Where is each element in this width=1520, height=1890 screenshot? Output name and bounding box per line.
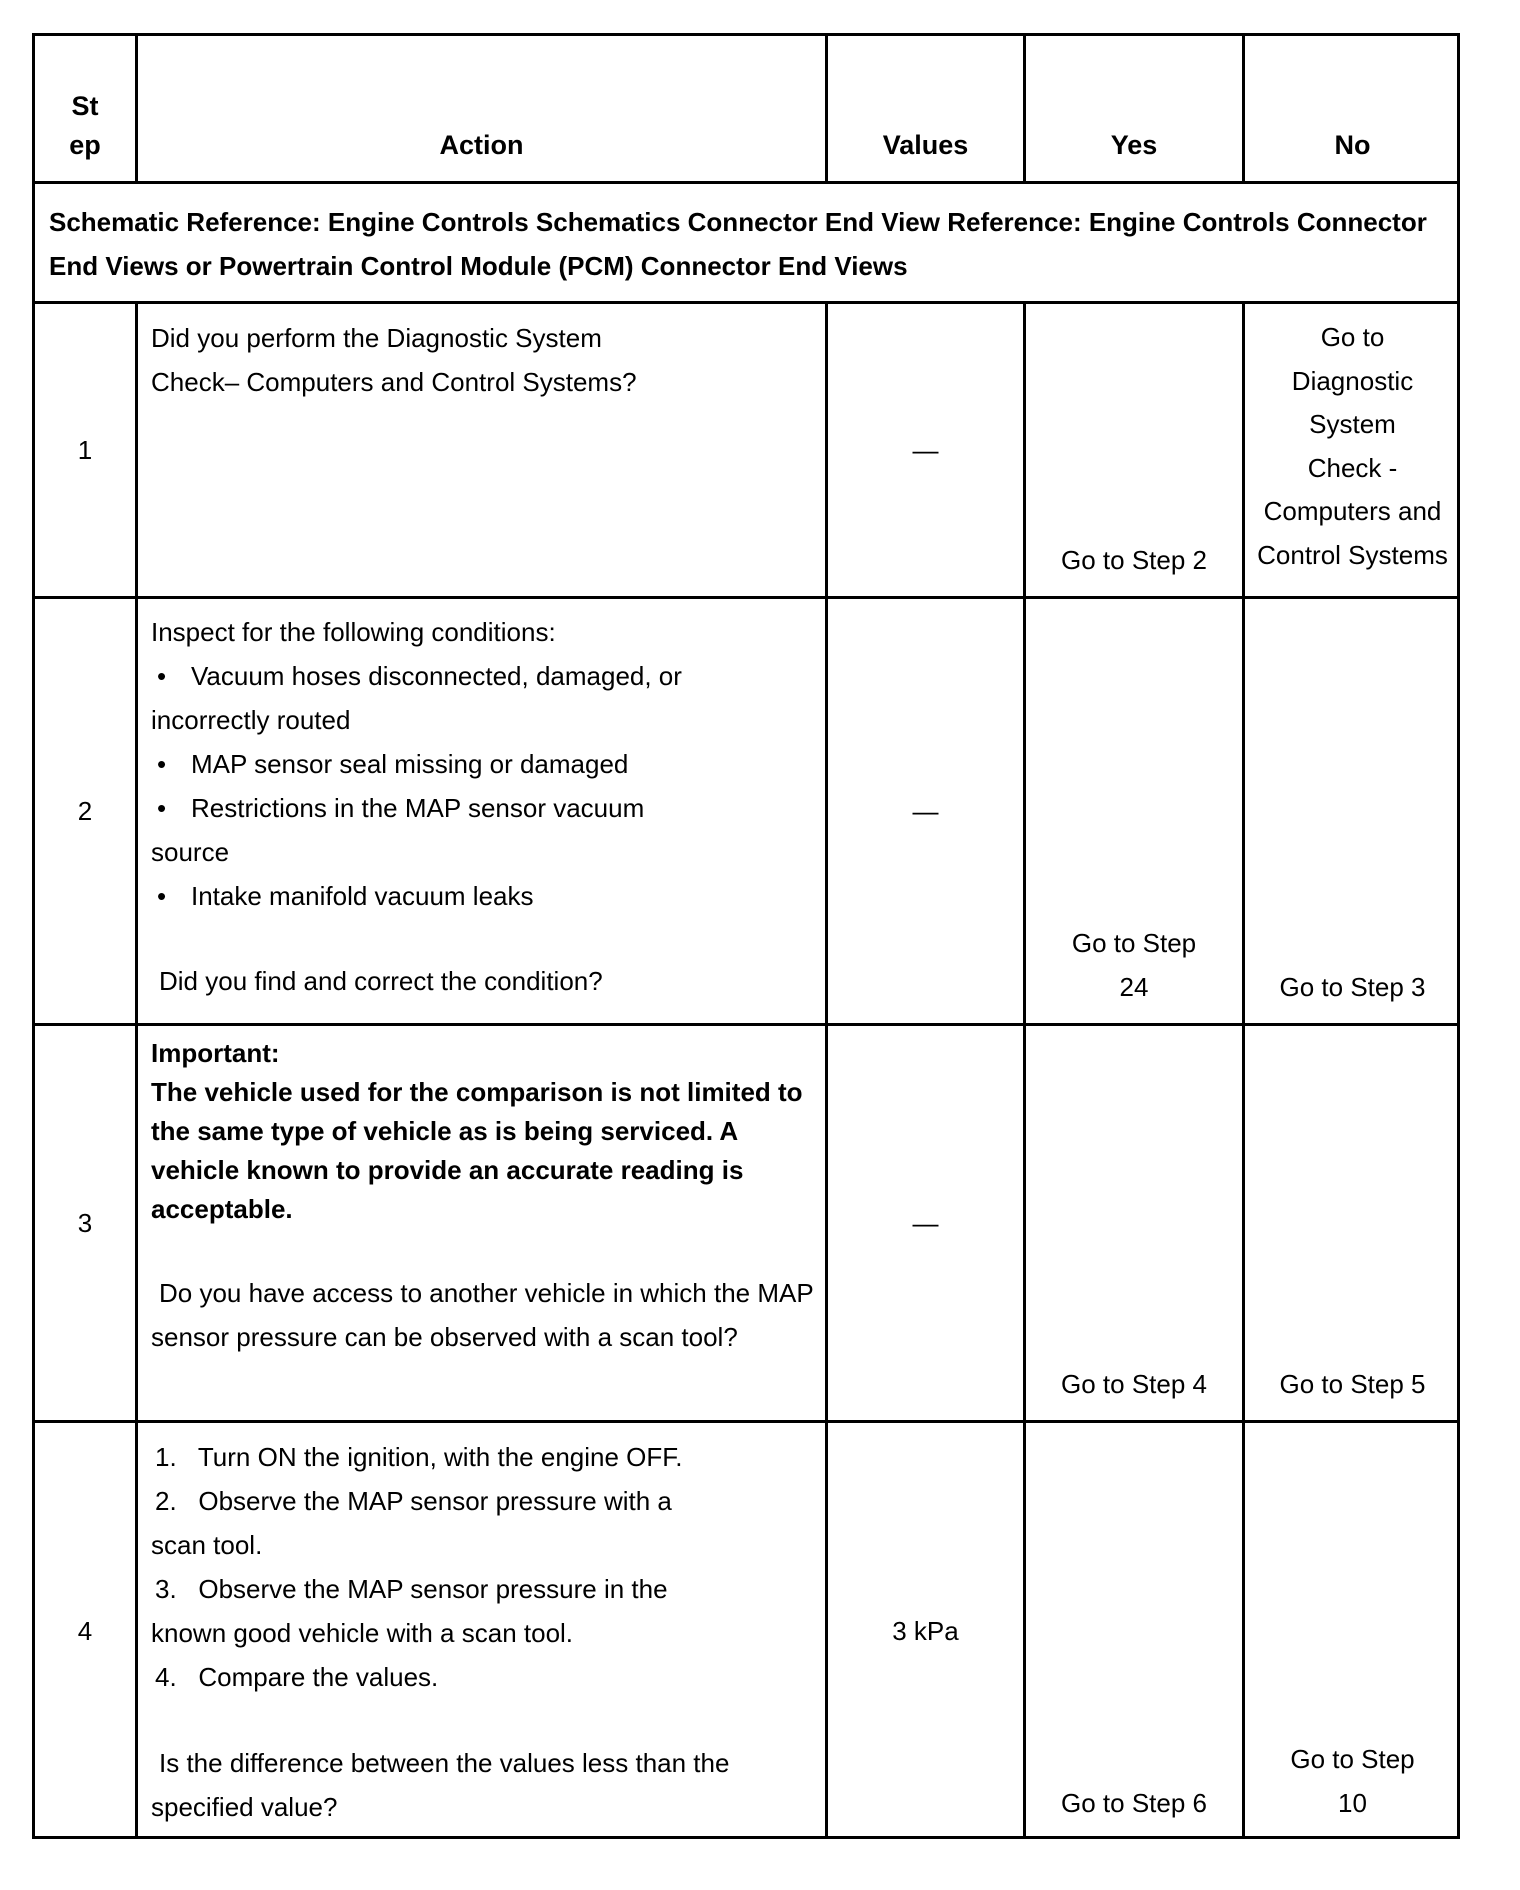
numbered-item: 1. Turn ON the ignition, with the engine OFF. [155,1442,683,1472]
step-number: 3 [77,1207,93,1238]
action-text [151,1435,816,1829]
action-question: Did you find and correct the condition? [159,966,603,996]
diagnostic-table [32,33,1460,1839]
schematic-reference: Schematic Reference: Engine Controls Schematics Connector End View Reference: Engine Controls Connector End Views or Powertrain Control Module (PCM) Connector End Views [49,207,1427,281]
header-step: St ep [69,91,101,160]
bullet-item: • Restrictions in the MAP sensor vacuum [151,786,816,830]
header-values: Values [882,130,969,160]
numbered-item: 4. Compare the values. [155,1662,439,1692]
no-cell: Go to Diagnostic System Check - Computers and Control Systems [1257,322,1448,570]
important-label: Important: [151,1038,280,1068]
header-action: Action [439,130,524,160]
action-text [151,610,816,1003]
yes-cell: Go to Step 6 [1061,1788,1207,1818]
yes-cell: Go to Step 2 [1061,545,1207,575]
numbered-item: 3. Observe the MAP sensor pressure in the [155,1574,668,1604]
bullet-continuation: source [151,837,230,867]
numbered-continuation: scan tool. [151,1530,263,1560]
value-cell: — [912,434,939,465]
numbered-item: 2. Observe the MAP sensor pressure with a [155,1486,672,1516]
no-cell: Go to Step 3 [1279,972,1426,1002]
no-cell: Go to Step 5 [1279,1369,1426,1399]
step-number: 1 [77,434,93,465]
action-text [151,1034,816,1359]
action-question: Do you have access to another vehicle in which the MAP sensor pressure can be observed with a scan tool? [151,1278,814,1352]
bullet-mark: • [157,661,167,691]
no-cell: Go to Step 10 [1290,1744,1415,1818]
bullet-item: • Vacuum hoses disconnected, damaged, or [151,654,816,698]
value-cell: — [912,1207,939,1238]
yes-cell: Go to Step 24 [1071,928,1197,1002]
col-divider [135,301,138,1839]
step-number: 2 [77,795,93,826]
value-cell: — [912,795,939,826]
important-text: The vehicle used for the comparison is not limited to the same type of vehicle as is being serviced. A vehicle known to provide an accurate reading is acceptable. [151,1077,803,1224]
bullet-continuation: incorrectly routed [151,705,351,735]
header-yes: Yes [1110,130,1158,160]
action-question: Is the difference between the values less than the specified value? [151,1748,730,1822]
action-line: Check– Computers and Control Systems? [151,367,637,397]
step-number: 4 [77,1615,93,1646]
value-cell: 3 kPa [892,1615,959,1646]
action-intro: Inspect for the following conditions: [151,617,556,647]
bullet-mark: • [157,793,167,823]
header-no: No [1334,130,1371,160]
numbered-continuation: known good vehicle with a scan tool. [151,1618,574,1648]
bullet-item: • MAP sensor seal missing or damaged [151,742,816,786]
yes-cell: Go to Step 4 [1061,1369,1207,1399]
action-text [151,316,816,404]
bullet-mark: • [157,749,167,779]
action-line: Did you perform the Diagnostic System [151,323,602,353]
bullet-mark: • [157,881,167,911]
bullet-item: • Intake manifold vacuum leaks [151,874,816,918]
